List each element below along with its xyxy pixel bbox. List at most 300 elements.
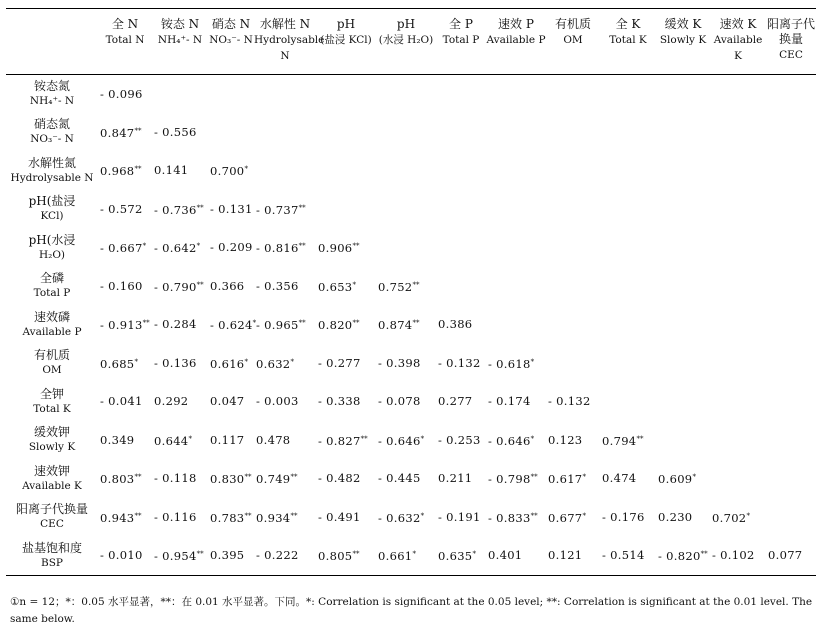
cell-value: 0.805 bbox=[318, 549, 353, 563]
table-cell bbox=[766, 344, 816, 383]
table-cell bbox=[436, 152, 486, 191]
table-cell bbox=[98, 152, 152, 191]
table-cell bbox=[486, 229, 546, 268]
cell-value: 0.677 bbox=[548, 510, 583, 525]
table-cell bbox=[376, 498, 436, 537]
table-row bbox=[6, 344, 816, 383]
col-header-10: 全 K Total K bbox=[609, 17, 647, 46]
table-cell bbox=[546, 537, 600, 576]
table-row bbox=[6, 152, 816, 191]
table-cell bbox=[656, 229, 710, 268]
cell-value: - 0.737 bbox=[256, 202, 299, 217]
table-cell bbox=[600, 460, 656, 499]
cell-value: - 0.820 bbox=[658, 549, 701, 563]
table-cell bbox=[436, 75, 486, 114]
table-cell bbox=[436, 383, 486, 422]
table-cell bbox=[656, 344, 710, 383]
table-cell bbox=[766, 460, 816, 499]
table-cell bbox=[436, 306, 486, 345]
table-cell bbox=[546, 75, 600, 114]
table-row bbox=[6, 75, 816, 114]
table-cell bbox=[316, 460, 376, 499]
significance-mark: ** bbox=[134, 126, 142, 135]
table-cell bbox=[600, 383, 656, 422]
significance-mark: ** bbox=[134, 511, 142, 520]
cell-value: - 0.338 bbox=[318, 394, 361, 409]
table-cell bbox=[766, 383, 816, 422]
table-cell bbox=[486, 152, 546, 191]
cell-value: - 0.790 bbox=[154, 279, 197, 294]
row-header: 阳离子代换量 CEC bbox=[15, 502, 88, 531]
cell-value: 0.968 bbox=[100, 164, 135, 179]
cell-value: - 0.356 bbox=[256, 278, 299, 293]
table-cell bbox=[710, 383, 766, 422]
significance-mark: ** bbox=[298, 203, 306, 212]
significance-mark: * bbox=[412, 550, 416, 558]
significance-mark: * bbox=[530, 434, 535, 443]
cell-value: 0.474 bbox=[602, 471, 637, 486]
table-cell bbox=[546, 421, 600, 460]
table-cell bbox=[254, 152, 316, 191]
significance-mark: * bbox=[244, 165, 248, 174]
cell-value: 0.803 bbox=[100, 472, 135, 487]
cell-value: 0.685 bbox=[100, 356, 135, 371]
table-cell bbox=[656, 267, 710, 306]
table-cell bbox=[486, 75, 546, 114]
significance-mark: ** bbox=[196, 280, 204, 289]
cell-value: 0.386 bbox=[438, 317, 473, 332]
cell-value: - 0.491 bbox=[318, 509, 361, 524]
table-cell bbox=[316, 383, 376, 422]
table-cell bbox=[766, 498, 816, 537]
cell-value: 0.366 bbox=[210, 278, 245, 293]
table-cell bbox=[436, 229, 486, 268]
cell-value: 0.653 bbox=[318, 279, 353, 294]
cell-value: - 0.954 bbox=[154, 549, 197, 563]
table-cell bbox=[376, 113, 436, 152]
cell-value: - 0.445 bbox=[378, 471, 421, 486]
table-cell bbox=[254, 190, 316, 229]
cell-value: 0.349 bbox=[100, 432, 135, 447]
cell-value: - 0.003 bbox=[256, 394, 299, 409]
table-cell bbox=[656, 190, 710, 229]
table-cell bbox=[546, 460, 600, 499]
table-cell bbox=[152, 113, 208, 152]
table-cell bbox=[152, 75, 208, 114]
col-header-2: 铵态 N NH₄⁺- N bbox=[157, 17, 203, 46]
cell-value: 0.211 bbox=[438, 471, 473, 486]
table-cell bbox=[546, 383, 600, 422]
table-cell bbox=[600, 421, 656, 460]
cell-value: 0.874 bbox=[378, 318, 413, 333]
cell-value: - 0.174 bbox=[488, 394, 531, 409]
cell-value: - 0.160 bbox=[100, 278, 143, 293]
cell-value: 0.141 bbox=[154, 163, 189, 178]
col-header-13: 阳离子代换量 CEC bbox=[766, 17, 815, 61]
table-cell bbox=[254, 421, 316, 460]
significance-mark: ** bbox=[530, 511, 538, 520]
table-body bbox=[6, 75, 816, 576]
table-cell bbox=[98, 267, 152, 306]
table-cell bbox=[436, 498, 486, 537]
table-cell bbox=[254, 113, 316, 152]
cell-value: 0.616 bbox=[210, 356, 245, 371]
row-header: 硝态氮 NO₃⁻- N bbox=[30, 117, 74, 146]
table-cell bbox=[766, 75, 816, 114]
row-header: 有机质 OM bbox=[33, 348, 70, 377]
table-cell bbox=[766, 306, 816, 345]
table-cell bbox=[254, 498, 316, 537]
cell-value: 0.934 bbox=[256, 510, 291, 525]
significance-mark: ** bbox=[244, 473, 252, 482]
significance-mark: ** bbox=[412, 319, 420, 328]
table-cell bbox=[710, 113, 766, 152]
table-cell bbox=[546, 306, 600, 345]
table-cell bbox=[710, 498, 766, 537]
table-cell bbox=[316, 421, 376, 460]
table-cell bbox=[98, 383, 152, 422]
table-cell bbox=[316, 498, 376, 537]
cell-value: - 0.632 bbox=[378, 510, 421, 525]
significance-mark: * bbox=[472, 550, 476, 558]
table-cell bbox=[254, 537, 316, 576]
table-row bbox=[6, 498, 816, 537]
cell-value: - 0.965 bbox=[256, 318, 299, 333]
row-header: 铵态氮 NH₄⁺- N bbox=[29, 79, 75, 107]
table-cell bbox=[600, 537, 656, 576]
table-row bbox=[6, 460, 816, 499]
table-cell bbox=[766, 229, 816, 268]
table-cell bbox=[316, 267, 376, 306]
table-cell bbox=[656, 460, 710, 499]
table-cell bbox=[152, 383, 208, 422]
table-cell bbox=[316, 229, 376, 268]
table-cell bbox=[208, 460, 254, 499]
cell-value: - 0.078 bbox=[378, 394, 421, 409]
table-cell bbox=[600, 229, 656, 268]
col-header-5: pH (盐浸 KCl) bbox=[320, 17, 372, 46]
table-cell bbox=[152, 537, 208, 576]
significance-mark: ** bbox=[298, 319, 306, 328]
cell-value: - 0.209 bbox=[210, 240, 253, 255]
significance-mark: * bbox=[746, 511, 750, 520]
table-cell bbox=[152, 306, 208, 345]
table-cell bbox=[376, 229, 436, 268]
col-header-11: 缓效 K Slowly K bbox=[659, 17, 707, 46]
significance-mark: * bbox=[142, 242, 147, 251]
cell-value: 0.847 bbox=[100, 125, 135, 140]
significance-mark: * bbox=[252, 319, 257, 328]
table-cell bbox=[98, 460, 152, 499]
significance-mark: ** bbox=[290, 511, 298, 520]
table-cell bbox=[376, 344, 436, 383]
table-row bbox=[6, 113, 816, 152]
cell-value: 0.077 bbox=[768, 548, 803, 562]
cell-value: 0.820 bbox=[318, 318, 353, 333]
table-cell bbox=[98, 306, 152, 345]
table-cell bbox=[152, 267, 208, 306]
significance-mark: ** bbox=[352, 319, 360, 328]
significance-mark: * bbox=[420, 434, 425, 443]
table-cell bbox=[486, 344, 546, 383]
cell-value: 0.121 bbox=[548, 548, 583, 562]
cell-value: - 0.398 bbox=[378, 355, 421, 370]
table-cell bbox=[656, 537, 710, 576]
cell-value: 0.277 bbox=[438, 394, 473, 409]
table-row bbox=[6, 229, 816, 268]
table-footnote: ①n = 12；*：0.05 水平显著，**：在 0.01 水平显著。下同。*: Correlation is significant at the 0.05 level; **: Correlation is significant at the 0.01 level. The same below. bbox=[10, 596, 813, 625]
significance-mark: ** bbox=[352, 550, 360, 558]
table-cell bbox=[208, 229, 254, 268]
cell-value: - 0.176 bbox=[602, 509, 645, 524]
table-cell bbox=[254, 460, 316, 499]
table-cell bbox=[254, 306, 316, 345]
table-cell bbox=[436, 344, 486, 383]
table-cell bbox=[436, 267, 486, 306]
header-row bbox=[6, 9, 816, 75]
table-cell bbox=[376, 267, 436, 306]
table-cell bbox=[486, 498, 546, 537]
table-cell bbox=[316, 537, 376, 576]
table-cell bbox=[436, 537, 486, 576]
table-cell bbox=[600, 113, 656, 152]
significance-mark: ** bbox=[352, 242, 360, 251]
cell-value: 0.478 bbox=[256, 432, 291, 447]
table-cell bbox=[710, 229, 766, 268]
table-cell bbox=[710, 306, 766, 345]
cell-value: - 0.116 bbox=[154, 509, 197, 524]
significance-mark: ** bbox=[412, 280, 420, 289]
table-cell bbox=[766, 421, 816, 460]
col-header-1: 全 N Total N bbox=[105, 17, 145, 46]
table-cell bbox=[486, 383, 546, 422]
table-cell bbox=[152, 152, 208, 191]
table-cell bbox=[208, 344, 254, 383]
cell-value: 0.794 bbox=[602, 433, 637, 448]
table-cell bbox=[316, 190, 376, 229]
row-header: pH(水浸 H₂O) bbox=[28, 232, 76, 261]
table-cell bbox=[98, 421, 152, 460]
cell-value: 0.783 bbox=[210, 510, 245, 525]
cell-value: - 0.624 bbox=[210, 318, 253, 333]
table-cell bbox=[208, 190, 254, 229]
table-cell bbox=[766, 267, 816, 306]
cell-value: - 0.646 bbox=[378, 433, 421, 448]
cell-value: - 0.010 bbox=[100, 548, 143, 562]
cell-value: - 0.131 bbox=[210, 201, 253, 216]
cell-value: 0.047 bbox=[210, 394, 245, 409]
table-cell bbox=[486, 460, 546, 499]
table-row bbox=[6, 306, 816, 345]
cell-value: 0.700 bbox=[210, 164, 245, 179]
table-cell bbox=[486, 537, 546, 576]
cell-value: - 0.816 bbox=[256, 241, 299, 256]
table-cell bbox=[600, 306, 656, 345]
table-cell bbox=[546, 190, 600, 229]
cell-value: 0.395 bbox=[210, 548, 245, 562]
table-cell bbox=[546, 152, 600, 191]
cell-value: - 0.667 bbox=[100, 241, 143, 256]
col-header-3: 硝态 N NO₃⁻- N bbox=[209, 17, 253, 46]
table-cell bbox=[152, 421, 208, 460]
table-cell bbox=[208, 75, 254, 114]
table-cell bbox=[254, 383, 316, 422]
table-cell bbox=[436, 460, 486, 499]
significance-mark: ** bbox=[530, 473, 538, 482]
cell-value: 0.292 bbox=[154, 394, 189, 409]
table-cell bbox=[766, 190, 816, 229]
table-cell bbox=[600, 75, 656, 114]
cell-value: 0.830 bbox=[210, 472, 245, 487]
table-cell bbox=[254, 344, 316, 383]
col-header-7: 全 P Total P bbox=[442, 17, 480, 46]
table-cell bbox=[208, 383, 254, 422]
cell-value: - 0.132 bbox=[548, 394, 591, 409]
significance-mark: * bbox=[188, 434, 192, 443]
table-cell bbox=[766, 537, 816, 576]
table-cell bbox=[98, 190, 152, 229]
table-cell bbox=[152, 498, 208, 537]
table-cell bbox=[376, 190, 436, 229]
table-cell bbox=[254, 75, 316, 114]
table-cell bbox=[710, 460, 766, 499]
table-cell bbox=[98, 113, 152, 152]
table-cell bbox=[710, 537, 766, 576]
cell-value: 0.609 bbox=[658, 472, 693, 487]
table-cell bbox=[254, 229, 316, 268]
cell-value: 0.123 bbox=[548, 432, 583, 447]
table-cell bbox=[436, 190, 486, 229]
cell-value: - 0.618 bbox=[488, 356, 531, 371]
significance-mark: ** bbox=[360, 434, 368, 443]
table-cell bbox=[376, 306, 436, 345]
cell-value: - 0.277 bbox=[318, 355, 361, 370]
cell-value: - 0.556 bbox=[154, 124, 197, 139]
row-header: pH(盐浸 KCl) bbox=[28, 194, 76, 223]
cell-value: 0.635 bbox=[438, 549, 473, 563]
table-cell bbox=[710, 344, 766, 383]
table-cell bbox=[376, 383, 436, 422]
table-cell bbox=[208, 498, 254, 537]
table-cell bbox=[600, 190, 656, 229]
table-cell bbox=[98, 344, 152, 383]
table-cell bbox=[546, 113, 600, 152]
significance-mark: ** bbox=[134, 165, 142, 174]
cell-value: - 0.646 bbox=[488, 433, 531, 448]
table-cell bbox=[208, 421, 254, 460]
table-cell bbox=[316, 344, 376, 383]
cell-value: - 0.833 bbox=[488, 510, 531, 525]
significance-mark: ** bbox=[298, 242, 306, 251]
table-cell bbox=[710, 421, 766, 460]
table-cell bbox=[546, 267, 600, 306]
table-cell bbox=[656, 306, 710, 345]
row-header: 速效钾 Available K bbox=[22, 463, 82, 492]
table-cell bbox=[486, 190, 546, 229]
cell-value: 0.401 bbox=[488, 548, 523, 562]
table-cell bbox=[600, 152, 656, 191]
table-cell bbox=[376, 75, 436, 114]
significance-mark: ** bbox=[196, 203, 204, 212]
cell-value: - 0.572 bbox=[100, 201, 143, 216]
table-cell bbox=[316, 152, 376, 191]
table-cell bbox=[98, 229, 152, 268]
table-cell bbox=[710, 267, 766, 306]
cell-value: 0.117 bbox=[210, 432, 245, 447]
table-cell bbox=[254, 267, 316, 306]
table-row bbox=[6, 421, 816, 460]
significance-mark: ** bbox=[196, 550, 204, 558]
cell-value: - 0.514 bbox=[602, 548, 645, 562]
col-header-9: 有机质 OM bbox=[554, 17, 591, 46]
table-cell bbox=[656, 113, 710, 152]
cell-value: - 0.041 bbox=[100, 394, 143, 409]
row-header: 缓效钾 Slowly K bbox=[28, 425, 76, 454]
table-cell bbox=[436, 421, 486, 460]
cell-value: 0.702 bbox=[712, 510, 747, 525]
significance-mark: ** bbox=[636, 434, 644, 443]
cell-value: - 0.642 bbox=[154, 241, 197, 256]
table-cell bbox=[486, 421, 546, 460]
table-cell bbox=[710, 190, 766, 229]
table-cell bbox=[766, 152, 816, 191]
col-header-4: 水解性 N Hydrolysable N bbox=[254, 17, 325, 62]
row-header: 全钾 Total K bbox=[33, 386, 71, 415]
significance-mark: ** bbox=[142, 319, 150, 328]
table-cell bbox=[546, 498, 600, 537]
table-cell bbox=[710, 152, 766, 191]
cell-value: 0.230 bbox=[658, 509, 693, 524]
significance-mark: * bbox=[420, 511, 425, 520]
cell-value: 0.644 bbox=[154, 433, 189, 448]
row-header: 水解性氮 Hydrolysable N bbox=[10, 155, 94, 184]
table-cell bbox=[766, 113, 816, 152]
cell-value: - 0.136 bbox=[154, 355, 197, 370]
row-header: 全磷 Total P bbox=[33, 271, 71, 300]
header-corner bbox=[6, 9, 98, 75]
table-cell bbox=[316, 113, 376, 152]
table-cell bbox=[152, 190, 208, 229]
table-cell bbox=[600, 498, 656, 537]
table-cell bbox=[600, 267, 656, 306]
table-cell bbox=[656, 421, 710, 460]
correlation-table bbox=[6, 8, 816, 576]
table-cell bbox=[152, 344, 208, 383]
significance-mark: * bbox=[244, 357, 248, 366]
significance-mark: * bbox=[530, 357, 535, 366]
cell-value: - 0.102 bbox=[712, 548, 755, 562]
cell-value: - 0.222 bbox=[256, 548, 299, 562]
table-cell bbox=[376, 152, 436, 191]
cell-value: - 0.253 bbox=[438, 432, 481, 447]
cell-value: - 0.827 bbox=[318, 433, 361, 448]
table-cell bbox=[486, 306, 546, 345]
table-row bbox=[6, 190, 816, 229]
significance-mark: * bbox=[196, 242, 201, 251]
table-cell bbox=[316, 75, 376, 114]
table-cell bbox=[98, 537, 152, 576]
table-cell bbox=[152, 229, 208, 268]
table-cell bbox=[656, 152, 710, 191]
table-cell bbox=[152, 460, 208, 499]
table-cell bbox=[546, 344, 600, 383]
table-cell bbox=[208, 537, 254, 576]
table-cell bbox=[208, 113, 254, 152]
significance-mark: ** bbox=[290, 473, 298, 482]
significance-mark: * bbox=[352, 280, 356, 289]
table-cell bbox=[656, 498, 710, 537]
table-cell bbox=[98, 75, 152, 114]
